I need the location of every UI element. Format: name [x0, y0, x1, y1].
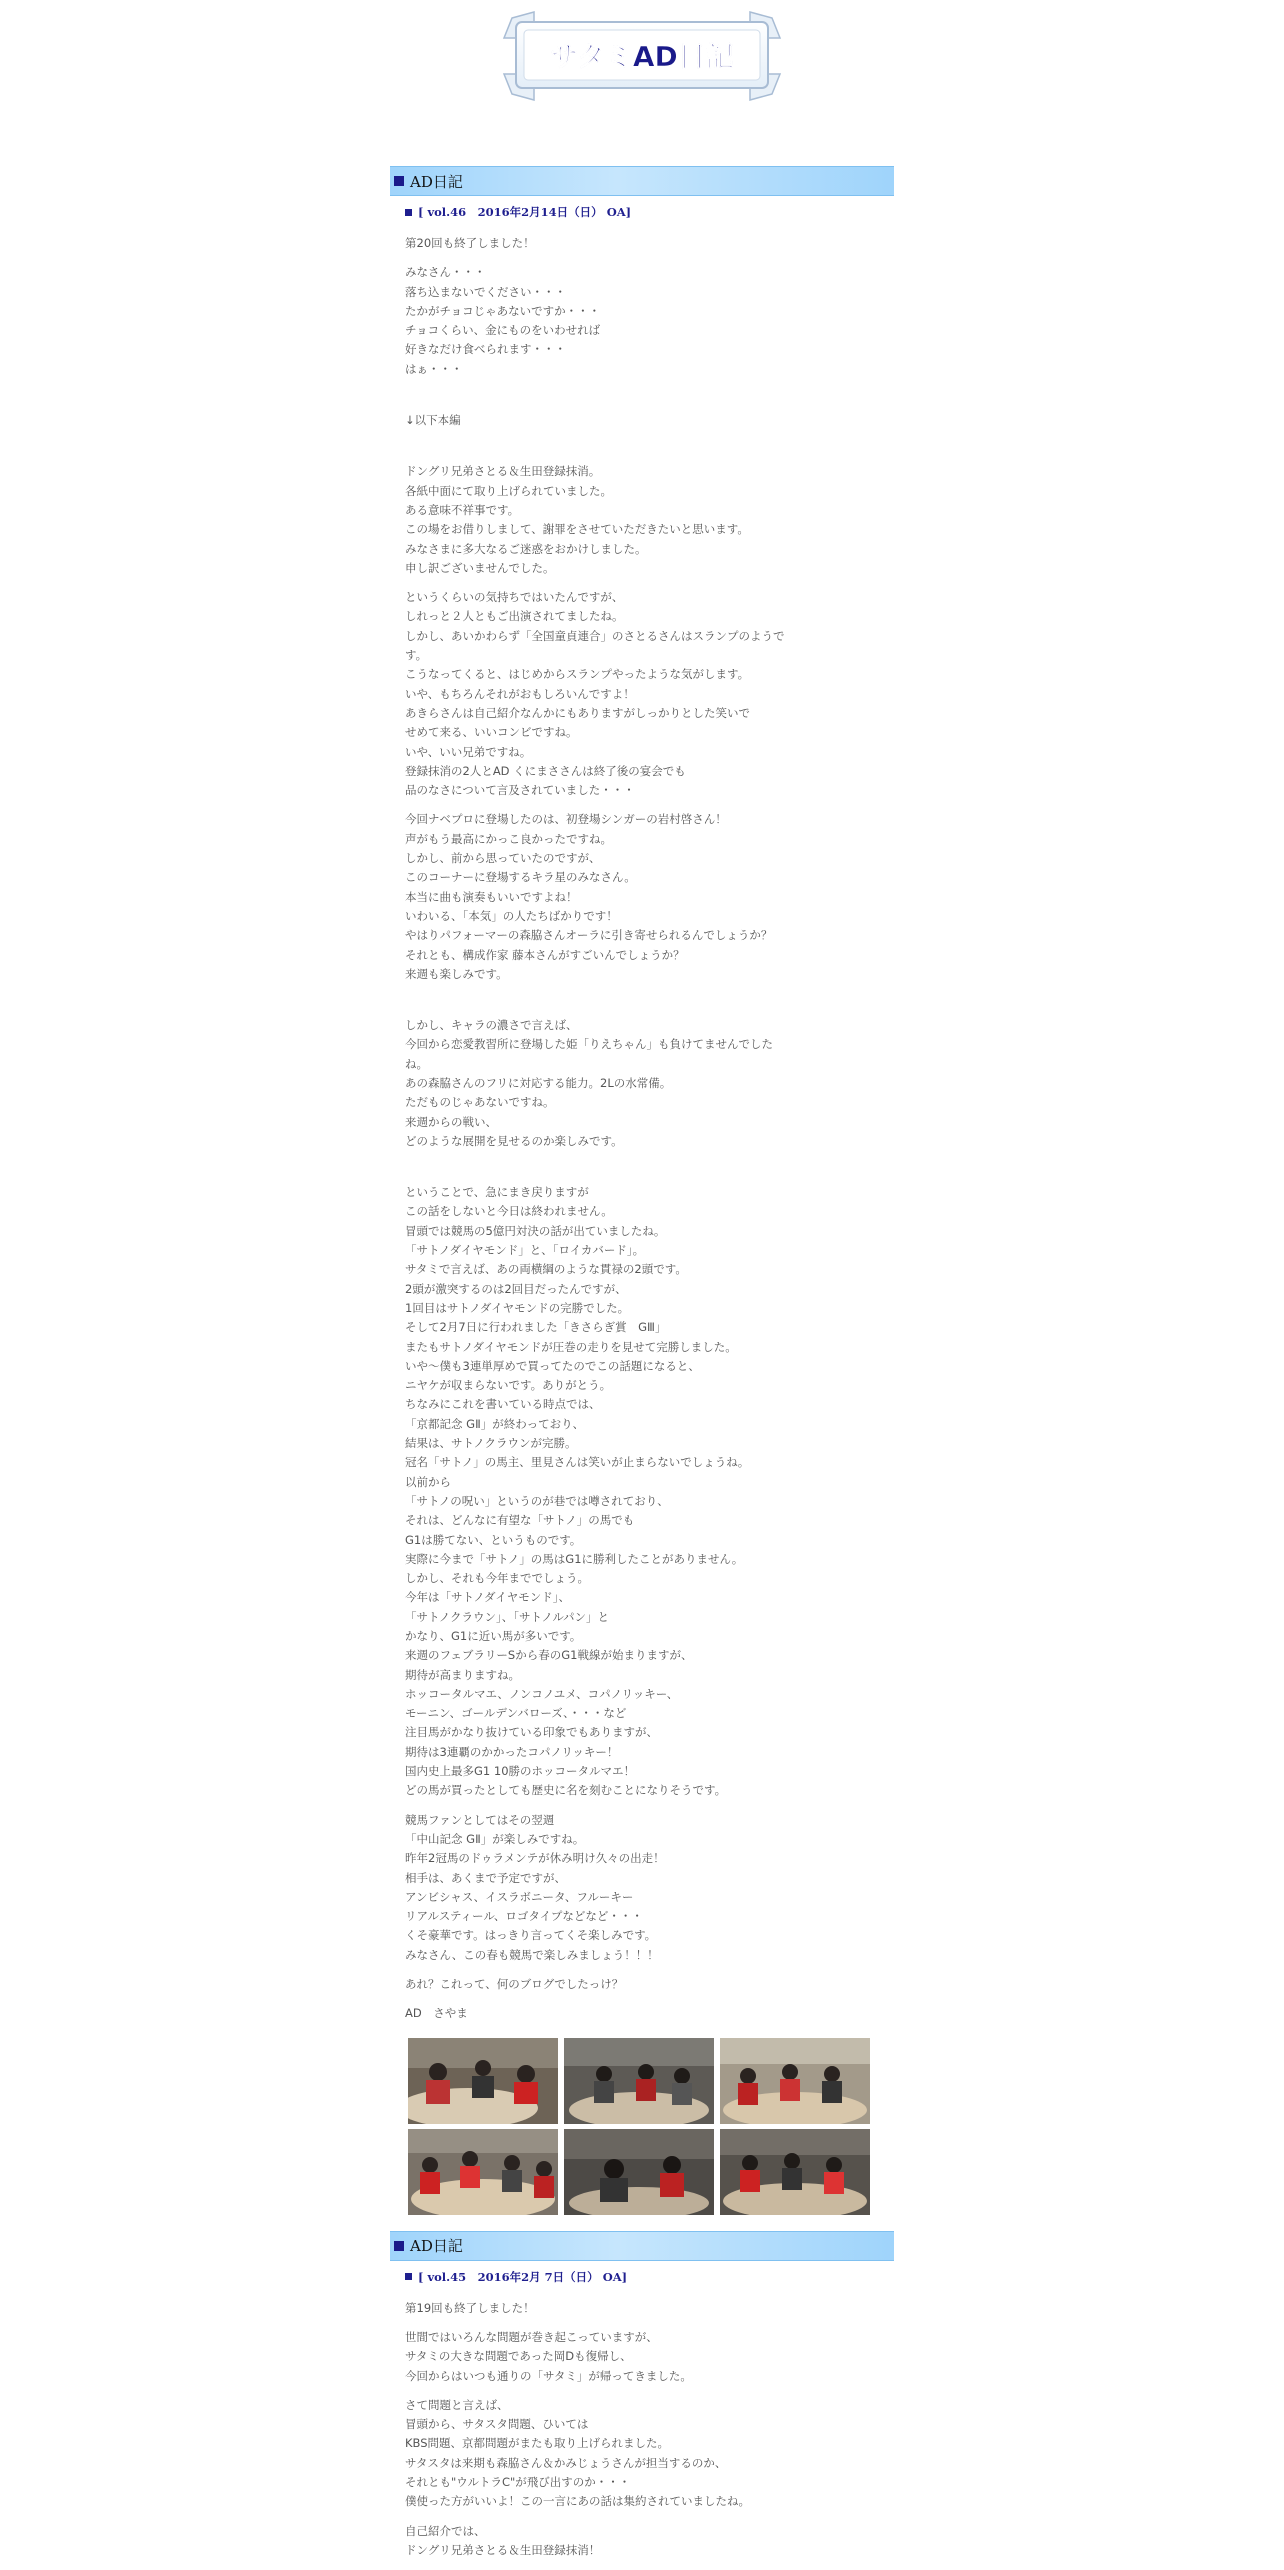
paragraph: さて問題と言えば、 冒頭から、サタスタ問題、ひいては KBS問題、京都問題がまたも取り上げられました。 サタスタは来期も森脇さん＆かみじょうさんが担当するのか、 それとも"ウルトラC"が飛び出すのか・・・ 僕使った方がいいよ！この一言にあの話は集約されていましたね。	[405, 2397, 750, 2509]
paragraph: ドングリ兄弟さとる＆生田登録抹消。 各紙中面にて取り上げられていました。 ある意味不祥事です。 この場をお借りしまして、謝罪をさせていただきたいと思います。 みなさまに多大なるご迷惑をおかけしました。 申し訳ございませんでした。	[405, 464, 749, 575]
paragraph: ↓以下本編	[405, 413, 461, 428]
logo-text: サタミAD日記	[550, 40, 734, 73]
paragraph: 今回ナベプロに登場したのは、初登場シンガーの岩村啓さん！ 声がもう最高にかっこ良かったですね。 しかし、前から思っていたのですが、 このコーナーに登場するキラ星のみなさん。 本当に曲も演奏もいいですよね！ いわいる、「本気」の人たちばかりです！ やはりパフォーマーの森脇さんオーラに引き寄せられるんでしょうか？ それとも、構成作家 藤本さんがすごいんでしょうか？ 来週も楽しみです。	[405, 812, 773, 981]
blog-entry	[390, 2231, 894, 2561]
post-body	[405, 234, 885, 2024]
studio-photo[interactable]	[408, 2038, 558, 2124]
paragraph: みなさん・・・ 落ち込まないでください・・・ たかがチョコじゃあないですか・・・ チョコくらい、金にものをいわせれば 好きなだけ食べられます・・・ はぁ・・・	[405, 265, 601, 376]
blog-entry	[390, 166, 894, 2215]
paragraph: あれ？これって、何のブログでしたっけ？	[405, 1977, 624, 1992]
author-signature: AD さやま	[405, 2006, 468, 2021]
site-logo[interactable]	[494, 8, 790, 104]
studio-photo[interactable]	[564, 2038, 714, 2124]
studio-photo[interactable]	[564, 2129, 714, 2215]
post-title-text[interactable]: [ vol.46 2016年2月14日（日） OA]	[418, 205, 632, 219]
section-title: AD日記	[410, 2237, 463, 2256]
post-body	[405, 2299, 885, 2561]
studio-photo[interactable]	[408, 2129, 558, 2215]
paragraph: 第19回も終了しました！	[405, 2300, 535, 2315]
post-title[interactable]	[405, 204, 894, 220]
paragraph: 世間ではいろんな問題が巻き起こっていますが、 サタミの大きな問題であった岡Dも復帰し、 今回からはいつも通りの「サタミ」が帰ってきました。	[405, 2329, 692, 2383]
square-bullet-icon	[405, 209, 412, 216]
studio-photo[interactable]	[720, 2129, 870, 2215]
section-header	[390, 166, 894, 196]
post-title[interactable]	[405, 2269, 894, 2285]
paragraph: というくらいの気持ちではいたんですが、 しれっと２人ともご出演されてましたね。 しかし、あいかわらず「全国童貞連合」のさとるさんはスランプのようで す。 こうなってくると、はじめからスランプやったような気がします。 いや、もちろんそれがおもしろいんですよ！ あきらさんは自己紹介なんかにもありますがしっかりとした笑いで せめて来る、いいコンビですね。 いや、いい兄弟ですね。 登録抹消の2人とAD くにまささんは終了後の宴会でも 品のなさについて言及されていました・・・	[405, 590, 785, 798]
paragraph: 自己紹介では、 ドングリ兄弟さとる＆生田登録抹消！	[405, 2523, 601, 2557]
studio-photo[interactable]	[720, 2038, 870, 2124]
section-title: AD日記	[410, 172, 463, 191]
square-bullet-icon	[394, 176, 404, 186]
square-bullet-icon	[394, 2241, 404, 2251]
paragraph: ということで、急にまき戻りますが この話をしないと今日は終われません。 冒頭では競馬の5億円対決の話が出ていましたね。 「サトノダイヤモンド」と、「ロイカバード」。 サタミで言えば、あの両横綱のような貫禄の2頭です。 2頭が激突するのは2回目だったんですが、 1回目はサトノダイヤモンドの完勝でした。 そして2月7日に行われました「きさらぎ賞 GⅢ」 またもサトノダイヤモンドが圧巻の走りを見せて完勝しました。 いや〜僕も3連単厚めで買ってたのでこの話題になると、 ニヤケが収まらないです。ありがとう。 ちなみにこれを書いている時点では、 「京都記念 GⅡ」が終わっており、 結果は、サトノクラウンが完勝。 冠名「サトノ」の馬主、里見さんは笑いが止まらないでしょうね。 以前から 「サトノの呪い」というのが巷では噂されており、 それは、どんなに有望な「サトノ」の馬でも G1は勝てない、というものです。 実際に今まで「サトノ」の馬はG1に勝利したことがありません。 しかし、それも今年まででしょう。 今年は「サトノダイヤモンド」、 「サトノクラウン」、「サトノルパン」と かなり、G1に近い馬が多いです。 来週のフェブラリーSから春のG1戦線が始まりますが、 期待が高まりますね。 ホッコータルマエ、ノンコノユメ、コパノリッキー、 モーニン、ゴールデンバローズ、・・・など 注目馬がかなり抜けている印象でもありますが、 期待は3連覇のかかったコパノリッキー！ 国内史上最多G1 10勝のホッコータルマエ！ どの馬が買ったとしても歴史に名を刻むことになりそうです。	[405, 1185, 750, 1798]
paragraph: 競馬ファンとしてはその翌週 「中山記念 GⅡ」が楽しみですね。 昨年2冠馬のドゥラメンテが休み明け久々の出走！ 相手は、あくまで予定ですが、 アンビシャス、イスラボニータ、フルーキー リアルスティール、ロゴタイプなどなど・・・ くそ豪華です。はっきり言ってくそ楽しみです。 みなさん、この春も競馬で楽しみましょう！！！	[405, 1812, 665, 1962]
section-header	[390, 2231, 894, 2261]
post-title-text[interactable]: [ vol.45 2016年2月 7日（日） OA]	[418, 2269, 628, 2284]
paragraph: 第20回も終了しました！	[405, 236, 535, 250]
photo-gallery	[408, 2038, 894, 2215]
square-bullet-icon	[405, 2273, 412, 2280]
paragraph: しかし、キャラの濃さで言えば、 今回から恋愛教習所に登場した姫「りえちゃん」も負けてませんでした ね。 あの森脇さんのフリに対応する能力。2Lの水常備。 ただものじゃあないですね。 来週からの戦い、 どのような展開を見せるのか楽しみです。	[405, 1018, 773, 1148]
blog-column	[390, 166, 894, 2570]
